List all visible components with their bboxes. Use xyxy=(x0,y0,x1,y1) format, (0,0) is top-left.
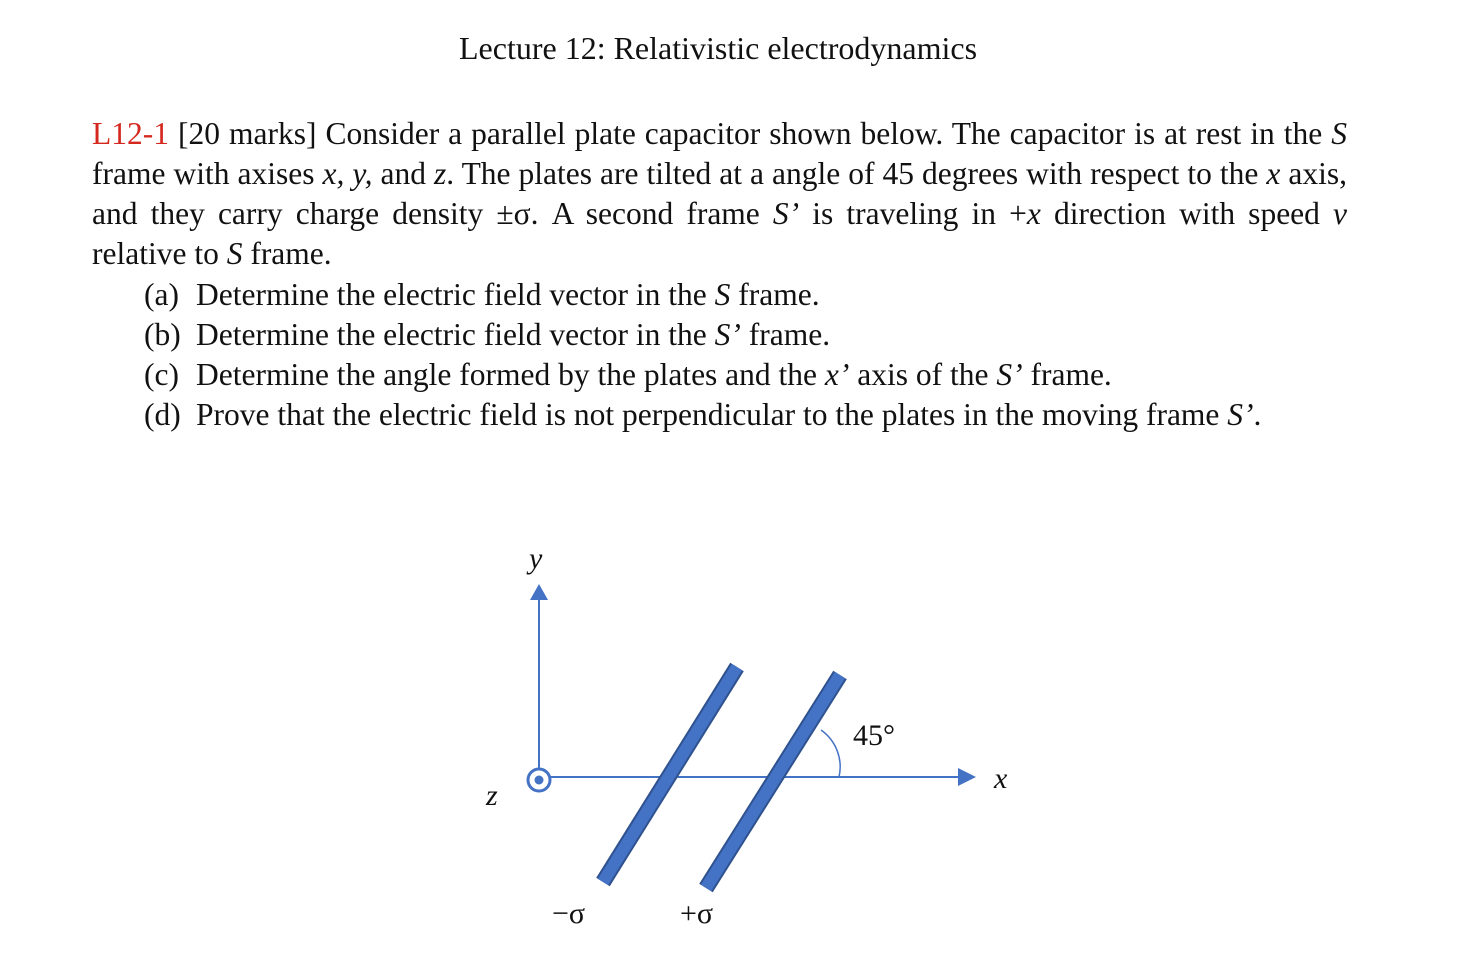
x-direction-symbol: x xyxy=(1026,196,1041,231)
problem-text-3: and xyxy=(372,156,434,191)
frame-s-symbol-2: S xyxy=(226,236,243,271)
part-d-text-1: Prove that the electric field is not perpendicular to the plates in the moving frame xyxy=(196,397,1228,432)
x-axis-label: x xyxy=(994,762,1008,795)
part-c-axis: x’ xyxy=(824,357,850,392)
part-a-text-1: Determine the electric field vector in the xyxy=(196,277,715,312)
part-b-text-1: Determine the electric field vector in the xyxy=(196,317,715,352)
y-axis-arrowhead xyxy=(530,584,548,600)
angle-label: 45° xyxy=(853,719,895,752)
part-a-frame: S xyxy=(714,277,731,312)
problem-text-6: . A second frame xyxy=(530,196,773,231)
positive-plate xyxy=(706,675,840,888)
problem-text-7: is traveling in + xyxy=(799,196,1027,231)
axes-symbols: x, y, xyxy=(322,156,373,191)
z-symbol: z xyxy=(433,156,447,191)
x-symbol: x xyxy=(1266,156,1281,191)
z-axis-dot xyxy=(535,776,544,785)
problem-text-8: direction with speed xyxy=(1040,196,1334,231)
problem-text-1: Consider a parallel plate capacitor shown below. The capacitor is at rest in the xyxy=(316,116,1332,151)
problem-id: L12-1 xyxy=(92,116,169,151)
page-title: Lecture 12: Relativistic electrodynamics xyxy=(458,30,978,66)
part-d-frame: S’ xyxy=(1227,397,1254,432)
part-b-label: (b) xyxy=(144,317,181,352)
frame-s-prime-symbol: S’ xyxy=(772,196,800,231)
problem-text-5: axis, and they carry charge density xyxy=(92,156,1348,231)
problem-marks: [20 marks] xyxy=(177,116,317,151)
y-axis-label: y xyxy=(529,542,543,575)
negative-charge-label: −σ xyxy=(552,897,586,930)
problem-text-4: . The plates are tilted at a angle of 45 degrees with respect to the xyxy=(446,156,1267,191)
part-d-label: (d) xyxy=(144,397,181,432)
part-c-label: (c) xyxy=(144,357,179,392)
z-axis-label: z xyxy=(486,779,498,812)
angle-arc xyxy=(821,730,840,777)
part-b-text-2: frame. xyxy=(740,317,831,352)
x-axis-arrowhead xyxy=(958,768,976,786)
part-c-frame: S’ xyxy=(996,357,1023,392)
charge-density-symbol: ±σ xyxy=(496,196,531,231)
part-c-text-2: axis of the xyxy=(849,357,997,392)
speed-symbol: v xyxy=(1333,196,1348,231)
part-d-text-2: . xyxy=(1253,397,1262,432)
part-b-frame: S’ xyxy=(714,317,741,352)
part-a-text-2: frame. xyxy=(730,277,820,312)
problem-text-2: frame with axises xyxy=(92,156,323,191)
part-a-label: (a) xyxy=(144,277,179,312)
positive-charge-label: +σ xyxy=(680,897,714,930)
part-c-text-3: frame. xyxy=(1022,357,1112,392)
negative-plate xyxy=(603,667,737,882)
problem-text-10: frame. xyxy=(242,236,332,271)
problem-text-9: relative to xyxy=(92,236,227,271)
part-c-text-1: Determine the angle formed by the plates and the xyxy=(196,357,825,392)
frame-s-symbol: S xyxy=(1331,116,1347,151)
